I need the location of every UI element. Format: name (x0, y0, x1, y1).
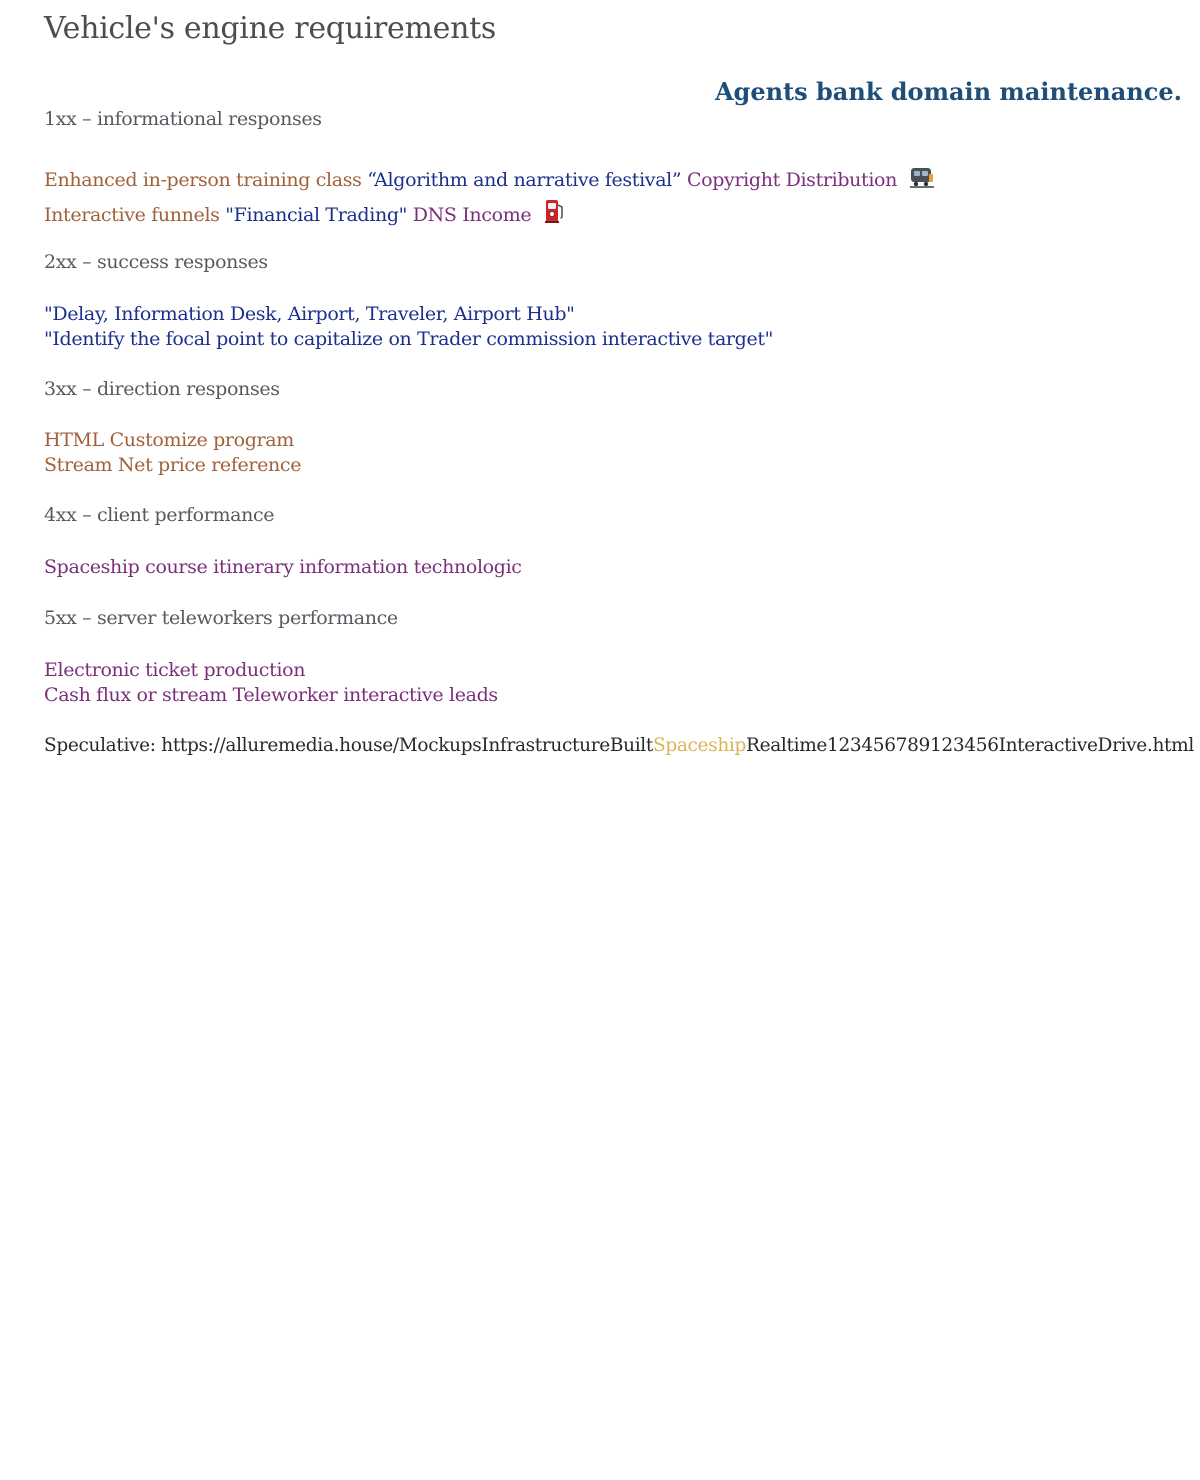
list-item: "Delay, Information Desk, Airport, Traveler, Airport Hub" (44, 303, 575, 325)
section-heading-1xx: 1xx – informational responses (44, 108, 322, 130)
section-heading-3xx: 3xx – direction responses (44, 378, 280, 400)
list-item: "Identify the focal point to capitalize on Trader commission interactive target" (44, 328, 774, 350)
item-tag: DNS Income (412, 204, 532, 226)
item-quote: “Algorithm and narrative festival” (367, 169, 682, 191)
item-quote: "Financial Trading" (225, 204, 408, 226)
banner-heading: Agents bank domain maintenance. (714, 77, 1182, 106)
section-heading-4xx: 4xx – client performance (44, 504, 275, 526)
page-title: Vehicle's engine requirements (44, 11, 496, 46)
list-item: HTML Customize program (44, 429, 294, 451)
speculative-url (44, 733, 1194, 758)
fuel-pump-icon (543, 198, 565, 231)
list-item: Electronic ticket production (44, 659, 306, 681)
url-prefix: Speculative: https://alluremedia.house/MockupsInfrastructureBuilt (44, 734, 653, 756)
list-item (44, 198, 565, 231)
list-item: Cash flux or stream Teleworker interactive leads (44, 684, 498, 706)
item-label: Enhanced in-person training class (44, 169, 362, 191)
url-highlight: Spaceship (652, 734, 747, 756)
section-heading-5xx: 5xx – server teleworkers performance (44, 607, 398, 629)
url-suffix: Realtime123456789123456InteractiveDrive.html (746, 734, 1194, 756)
item-tag: Copyright Distribution (686, 169, 898, 191)
item-label: Interactive funnels (44, 204, 220, 226)
list-item (44, 165, 935, 196)
section-heading-2xx: 2xx – success responses (44, 251, 268, 273)
train-icon (909, 165, 935, 196)
list-item: Stream Net price reference (44, 454, 302, 476)
list-item: Spaceship course itinerary information technologic (44, 556, 522, 578)
